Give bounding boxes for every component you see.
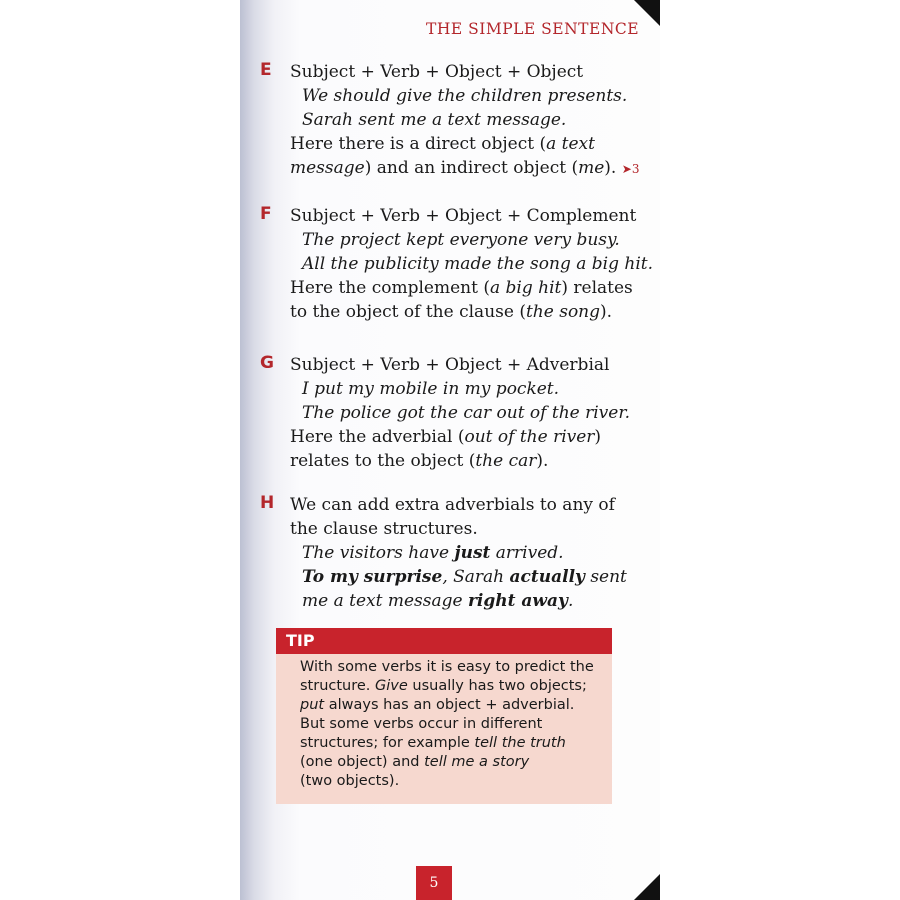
tip-line: (one object) and tell me a story xyxy=(300,754,530,770)
tip-title: TIP xyxy=(276,628,612,654)
tip-line: (two objects). xyxy=(300,773,400,789)
cross-reference-arrow-icon: ➤ xyxy=(621,162,632,176)
example-sentence: me a text message right away. xyxy=(302,591,574,611)
explanation-line: Here the adverbial (out of the river) xyxy=(290,427,602,447)
example-sentence: To my surprise, Sarah actually sent xyxy=(302,567,627,587)
example-sentence: All the publicity made the song a big hit. xyxy=(302,254,653,274)
structure-heading: Subject + Verb + Object + Object xyxy=(290,62,584,82)
section-letter: H xyxy=(260,493,275,513)
section-letter: E xyxy=(260,60,272,80)
tip-line: put always has an object + adverbial. xyxy=(300,697,575,713)
explanation-line: the clause structures. xyxy=(290,519,478,539)
structure-heading: Subject + Verb + Object + Complement xyxy=(290,206,637,226)
section-body xyxy=(290,204,653,324)
tip-box xyxy=(276,628,612,804)
structure-heading: Subject + Verb + Object + Adverbial xyxy=(290,355,610,375)
book-page xyxy=(240,0,660,900)
section-body xyxy=(290,60,640,181)
tip-line: structures; for example tell the truth xyxy=(300,735,566,751)
section-body xyxy=(290,353,630,473)
explanation-line: Here the complement (a big hit) relates xyxy=(290,278,633,298)
example-sentence: I put my mobile in my pocket. xyxy=(302,379,560,399)
explanation-line: We can add extra adverbials to any of xyxy=(290,495,615,515)
explanation-line: relates to the object (the car). xyxy=(290,451,549,471)
section-body xyxy=(290,493,627,613)
tip-body xyxy=(276,654,612,791)
explanation-line: Here there is a direct object (a text xyxy=(290,134,595,154)
tip-line: With some verbs it is easy to predict the xyxy=(300,659,594,675)
cross-reference-number: 3 xyxy=(631,162,640,176)
example-sentence: The visitors have just arrived. xyxy=(302,543,564,563)
tip-line: structure. Give usually has two objects; xyxy=(300,678,587,694)
example-sentence: We should give the children presents. xyxy=(302,86,628,106)
section-letter: G xyxy=(260,353,274,373)
explanation-line: message) and an indirect object (me). ➤3 xyxy=(290,158,640,178)
tip-line: But some verbs occur in different xyxy=(300,716,543,732)
page-number: 5 xyxy=(416,866,452,900)
example-sentence: Sarah sent me a text message. xyxy=(302,110,567,130)
example-sentence: The project kept everyone very busy. xyxy=(302,230,620,250)
explanation-line: to the object of the clause (the song). xyxy=(290,302,613,322)
page-corner-bottom xyxy=(634,874,660,900)
running-head: THE SIMPLE SENTENCE xyxy=(426,20,640,38)
example-sentence: The police got the car out of the river. xyxy=(302,403,630,423)
section-letter: F xyxy=(260,204,272,224)
